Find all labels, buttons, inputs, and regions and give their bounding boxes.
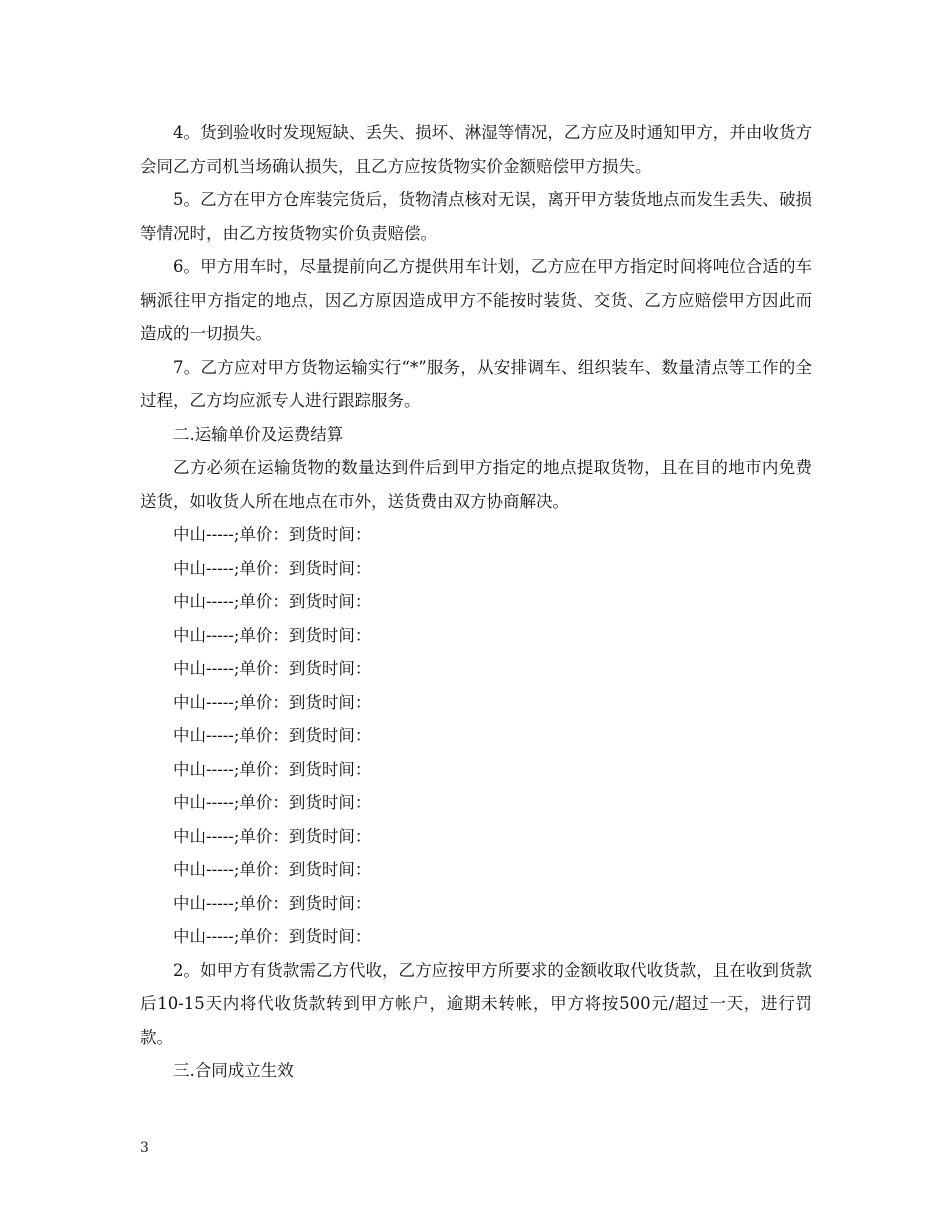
transport-price-intro: 乙方必须在运输货物的数量达到件后到甲方指定的地点提取货物，且在目的地市内免费送货，如收货人所在地点在市外，送货费由双方协商解决。 [140, 458, 812, 511]
price-line: 中山-----;单价：到货时间： [173, 558, 372, 578]
price-line: 中山-----;单价：到货时间： [173, 893, 372, 913]
clause-6: 6。甲方用车时，尽量提前向乙方提供用车计划，乙方应在甲方指定时间将吨位合适的车辆派往甲方指定的地点，因乙方原因造成甲方不能按时装货、交货、乙方应赔偿甲方因此而造成的一切损失。 [140, 257, 812, 343]
price-line: 中山-----;单价：到货时间： [173, 793, 372, 812]
price-line: 中山-----;单价：到货时间： [173, 625, 372, 645]
price-line: 中山-----;单价：到货时间： [173, 659, 372, 678]
document-body [140, 116, 812, 1088]
clause-5: 5。乙方在甲方仓库装完货后，货物清点核对无误，离开甲方装货地点而发生丢失、破损等情况时，由乙方按货物实价负责赔偿。 [140, 190, 812, 243]
price-line: 中山-----;单价：到货时间： [173, 860, 372, 879]
price-line: 中山-----;单价：到货时间： [173, 692, 372, 712]
price-line: 中山-----;单价：到货时间： [173, 525, 372, 544]
page-number: 3 [140, 1140, 149, 1156]
price-line: 中山-----;单价：到货时间： [173, 927, 372, 946]
section-heading-contract-effect: 三.合同成立生效 [173, 1061, 294, 1080]
clause-7: 7。乙方应对甲方货物运输实行“*”服务，从安排调车、组织装车、数量清点等工作的全过程，乙方均应派专人进行跟踪服务。 [140, 357, 812, 410]
clause-2-collection: 2。如甲方有货款需乙方代收，乙方应按甲方所要求的金额收取代收货款，且在收到货款后10-15天内将代收货款转到甲方帐户，逾期未转帐，甲方将按500元/超过一天，进行罚款。 [140, 960, 812, 1047]
price-line: 中山-----;单价：到货时间： [173, 826, 372, 846]
price-line: 中山-----;单价：到货时间： [173, 592, 372, 611]
price-line: 中山-----;单价：到货时间： [173, 726, 372, 745]
section-heading-transport-price: 二.运输单价及运费结算 [173, 424, 344, 444]
price-line: 中山-----;单价：到货时间： [173, 759, 372, 779]
clause-4: 4。货到验收时发现短缺、丢失、损坏、淋湿等情况，乙方应及时通知甲方，并由收货方会同乙方司机当场确认损失，且乙方应按货物实价金额赔偿甲方损失。 [140, 123, 812, 176]
